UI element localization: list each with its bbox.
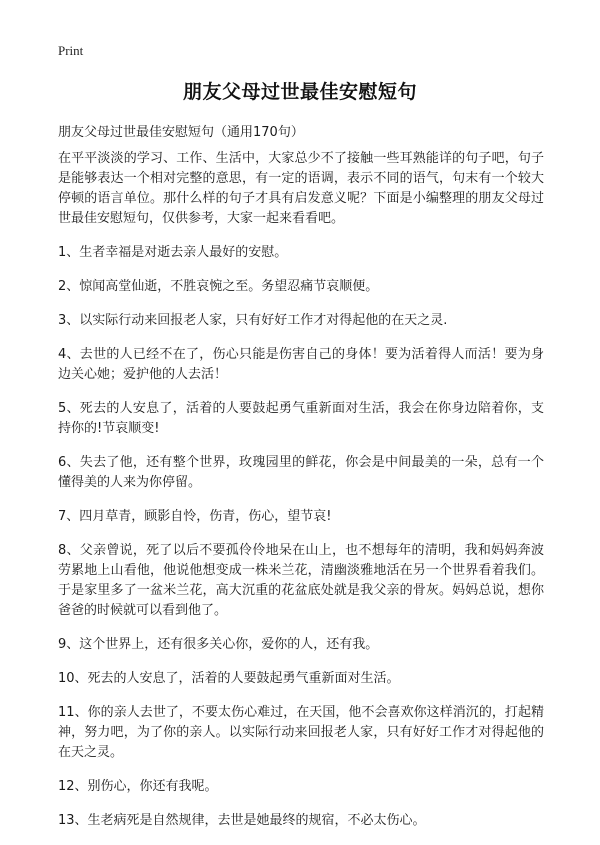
- article-body: [58, 149, 544, 845]
- list-item-10: 10、死去的人安息了，活着的人要鼓起勇气重新面对生活。: [58, 671, 400, 686]
- list-item-13: 13、生老病死是自然规律，去世是她最终的规宿，不必太伤心。: [58, 813, 426, 828]
- list-item-1: 1、生者幸福是对逝去亲人最好的安慰。: [58, 245, 288, 260]
- print-link[interactable]: Print: [58, 43, 84, 58]
- list-item-7: 7、四月草青，顾影自怜，伤青，伤心，望节哀!: [58, 509, 332, 524]
- list-item-8: 8、父亲曾说，死了以后不要孤伶伶地呆在山上，也不想每年的清明，我和妈妈奔波劳累地上山看他，他说他想变成一株米兰花，清幽淡雅地活在另一个世界看着我们。于是家里多了一盆米兰花，高大沉重的花盆底处就是我父亲的骨灰。妈妈总说，想你爸爸的时候就可以看到他了。: [58, 543, 544, 618]
- list-item-11: 11、你的亲人去世了，不要太伤心难过，在天国，他不会喜欢你这样消沉的，打起精神，努力吧，为了你的亲人。以实际行动来回报老人家，只有好好工作才对得起他的在天之灵。: [58, 705, 544, 760]
- intro-paragraph: 在平平淡淡的学习、工作、生活中，大家总少不了接触一些耳熟能详的句子吧，句子是能够表达一个相对完整的意思，有一定的语调，表示不同的语气，句末有一个较大停顿的语言单位。那什么样的句子才具有启发意义呢？下面是小编整理的朋友父母过世最佳安慰短句，仅供参考，大家一起来看看吧。: [58, 151, 544, 226]
- page-subtitle: 朋友父母过世最佳安慰短句（通用170句）: [58, 125, 304, 140]
- list-item-5: 5、死去的人安息了，活着的人要鼓起勇气重新面对生活，我会在你身边陪着你，支持你的!节哀顺变!: [58, 401, 544, 436]
- list-item-4: 4、去世的人已经不在了，伤心只能是伤害自己的身体！要为活着得人而活！要为身边关心她；爱护他的人去活！: [58, 347, 544, 382]
- list-item-9: 9、这个世界上，还有很多关心你，爱你的人，还有我。: [58, 637, 379, 652]
- list-item-3: 3、以实际行动来回报老人家，只有好好工作才对得起他的在天之灵.: [58, 313, 448, 328]
- page-title: 朋友父母过世最佳安慰短句: [182, 81, 417, 103]
- list-item-6: 6、失去了他，还有整个世界，玫瑰园里的鲜花，你会是中间最美的一朵，总有一个懂得美的人来为你停留。: [58, 455, 544, 490]
- list-item-12: 12、别伤心，你还有我呢。: [58, 779, 218, 794]
- list-item-2: 2、惊闻高堂仙逝，不胜哀惋之至。务望忍痛节哀顺便。: [58, 279, 379, 294]
